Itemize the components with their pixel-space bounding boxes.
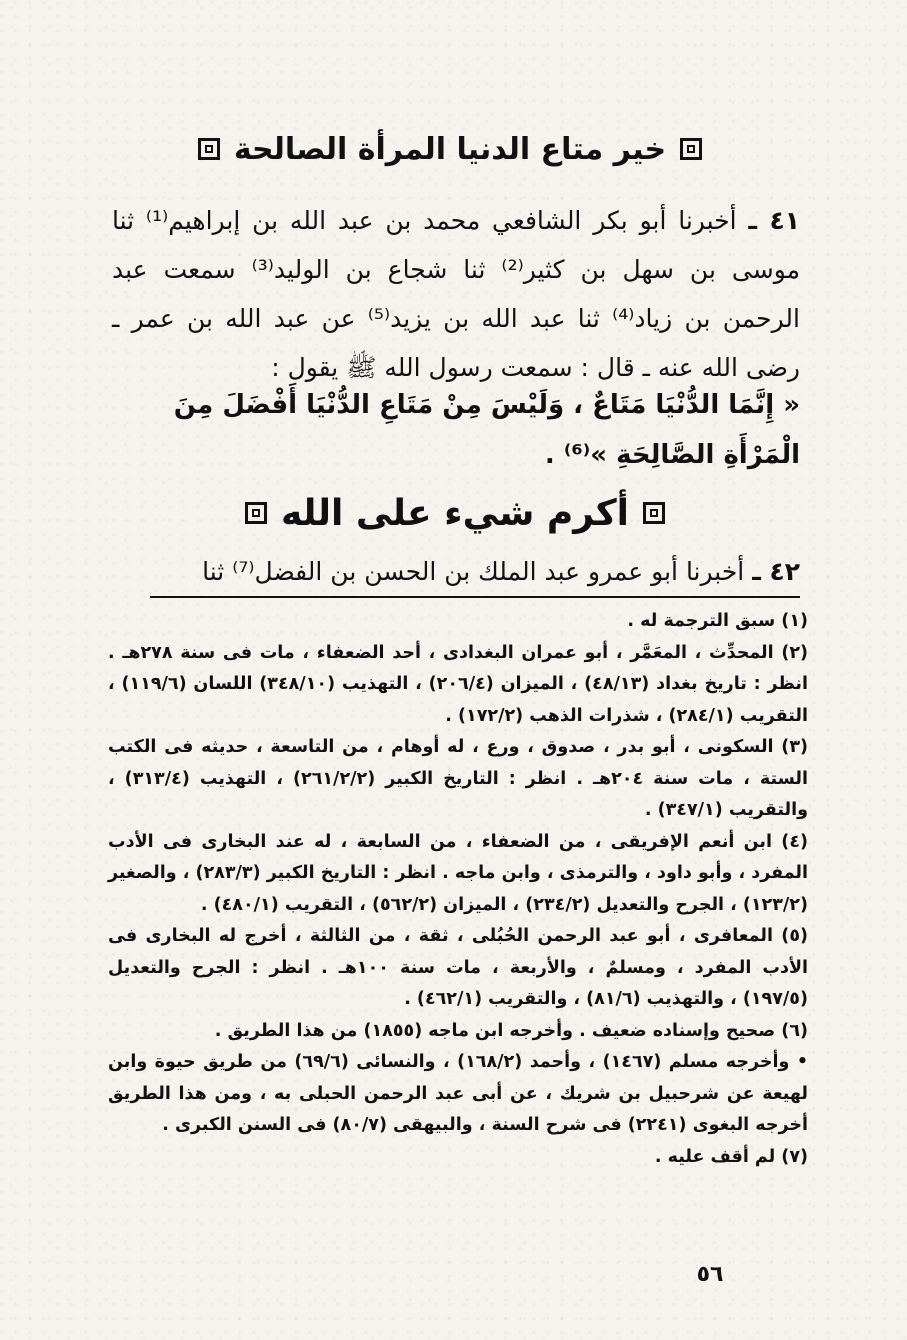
footnotes: [108, 606, 808, 1173]
footnote-divider: [150, 596, 800, 598]
hadith-41-chain: [112, 196, 800, 392]
hadith-41-text: « إِنَّمَا الدُّنْيَا مَتَاعٌ ، وَلَيْسَ مِنْ مَتَاعِ الدُّنْيَا أَفْضَلَ مِنَ الْمَرْأَةِ الصَّالِحَةِ »⁽⁶⁾ .: [173, 390, 800, 470]
hadith-number: ٤١ ـ: [748, 206, 800, 235]
page-number: ٥٦: [696, 1262, 724, 1287]
footnote-6: (٦) صحيح وإسناده ضعيف . وأخرجه ابن ماجه (١٨٥٥) من هذا الطريق .: [214, 1020, 808, 1041]
square-ornament-icon: [643, 502, 665, 524]
square-ornament-icon: [198, 138, 220, 160]
footnote-4: (٤) ابن أنعم الإفريقى ، من الضعفاء ، من السابعة ، له عند البخارى فى الأدب المفرد ، وأبو داود ، والترمذى ، وابن ماجه . انظر : التاريخ الكبير (٢٨٣/٣) ، والصغير (١٢٣/٢) ، الجرح والتعديل (٢٣٤/٢) ، الميزان (٥٦٢/٢) ، التقريب (٤٨٠/١) .: [108, 831, 808, 915]
footnote-2: (٢) المحدِّث ، المعَمَّر ، أبو عمران البغدادى ، أحد الضعفاء ، مات فى سنة ٢٧٨هـ . انظر : تاريخ بغداد (٤٨/١٣) ، الميزان (٢٠٦/٤) ، التهذيب (٣٤٨/١٠) اللسان (١١٩/٦) ، التقريب (٢٨٤/١) ، شذرات الذهب (١٧٢/٢) .: [108, 642, 809, 726]
section-heading-best-of-world: [190, 124, 710, 174]
footnote-7: (٧) لم أقف عليه .: [654, 1146, 808, 1167]
footnote-5: (٥) المعافرى ، أبو عبد الرحمن الحُبُلى ، ثقة ، من الثالثة ، أخرج له البخارى فى الأدب المفرد ، ومسلمٌ ، والأربعة ، مات سنة ١٠٠هـ . انظر : الجرح والتعديل (١٩٧/٥) ، والتهذيب (٨١/٦) ، والتقريب (٤٦٢/١) .: [108, 926, 808, 1009]
footnote-3: (٣) السكونى ، أبو بدر ، صدوق ، ورع ، له أوهام ، من التاسعة ، حديثه فى الكتب الستة ، مات سنة ٢٠٤هـ . انظر : التاريخ الكبير (٢٦١/٢/٢) ، التهذيب (٣١٣/٤) ، والتقريب (٣٤٧/١) .: [108, 737, 809, 820]
heading-text: أكرم شيء على الله: [281, 492, 629, 534]
hadith-42-chain: [112, 550, 800, 594]
square-ornament-icon: [245, 502, 267, 524]
section-heading-most-honored: [260, 484, 650, 542]
heading-text: خير متاع الدنيا المرأة الصالحة: [233, 131, 667, 167]
hadith-chain-text: أخبرنا أبو عمرو عبد الملك بن الحسن بن الفضل⁽⁷⁾ ثنا: [202, 557, 745, 586]
footnote-6-continued: • وأخرجه مسلم (١٤٦٧) ، وأحمد (١٦٨/٢) ، والنسائى (٦٩/٦) من طريق حيوة وابن لهيعة عن شرحبيل بن شريك ، عن أبى عبد الرحمن الحبلى به ، ومن هذا الطريق أخرجه البغوى (٢٢٤١) فى شرح السنة ، والبيهقى (٨٠/٧) فى السنن الكبرى .: [108, 1052, 808, 1135]
footnote-1: (١) سبق الترجمة له .: [627, 611, 808, 631]
square-ornament-icon: [680, 138, 702, 160]
hadith-number: ٤٢ ـ: [752, 557, 800, 586]
hadith-chain-text: أخبرنا أبو بكر الشافعي محمد بن عبد الله بن إبراهيم⁽¹⁾ ثنا موسى بن سهل بن كثير⁽²⁾ ثنا شجاع بن الوليد⁽³⁾ سمعت عبد الرحمن بن زياد⁽⁴⁾ ثنا عبد الله بن يزيد⁽⁵⁾ عن عبد الله بن عمر ـ رضى الله عنه ـ قال : سمعت رسول الله ﷺ يقول :: [112, 206, 800, 382]
